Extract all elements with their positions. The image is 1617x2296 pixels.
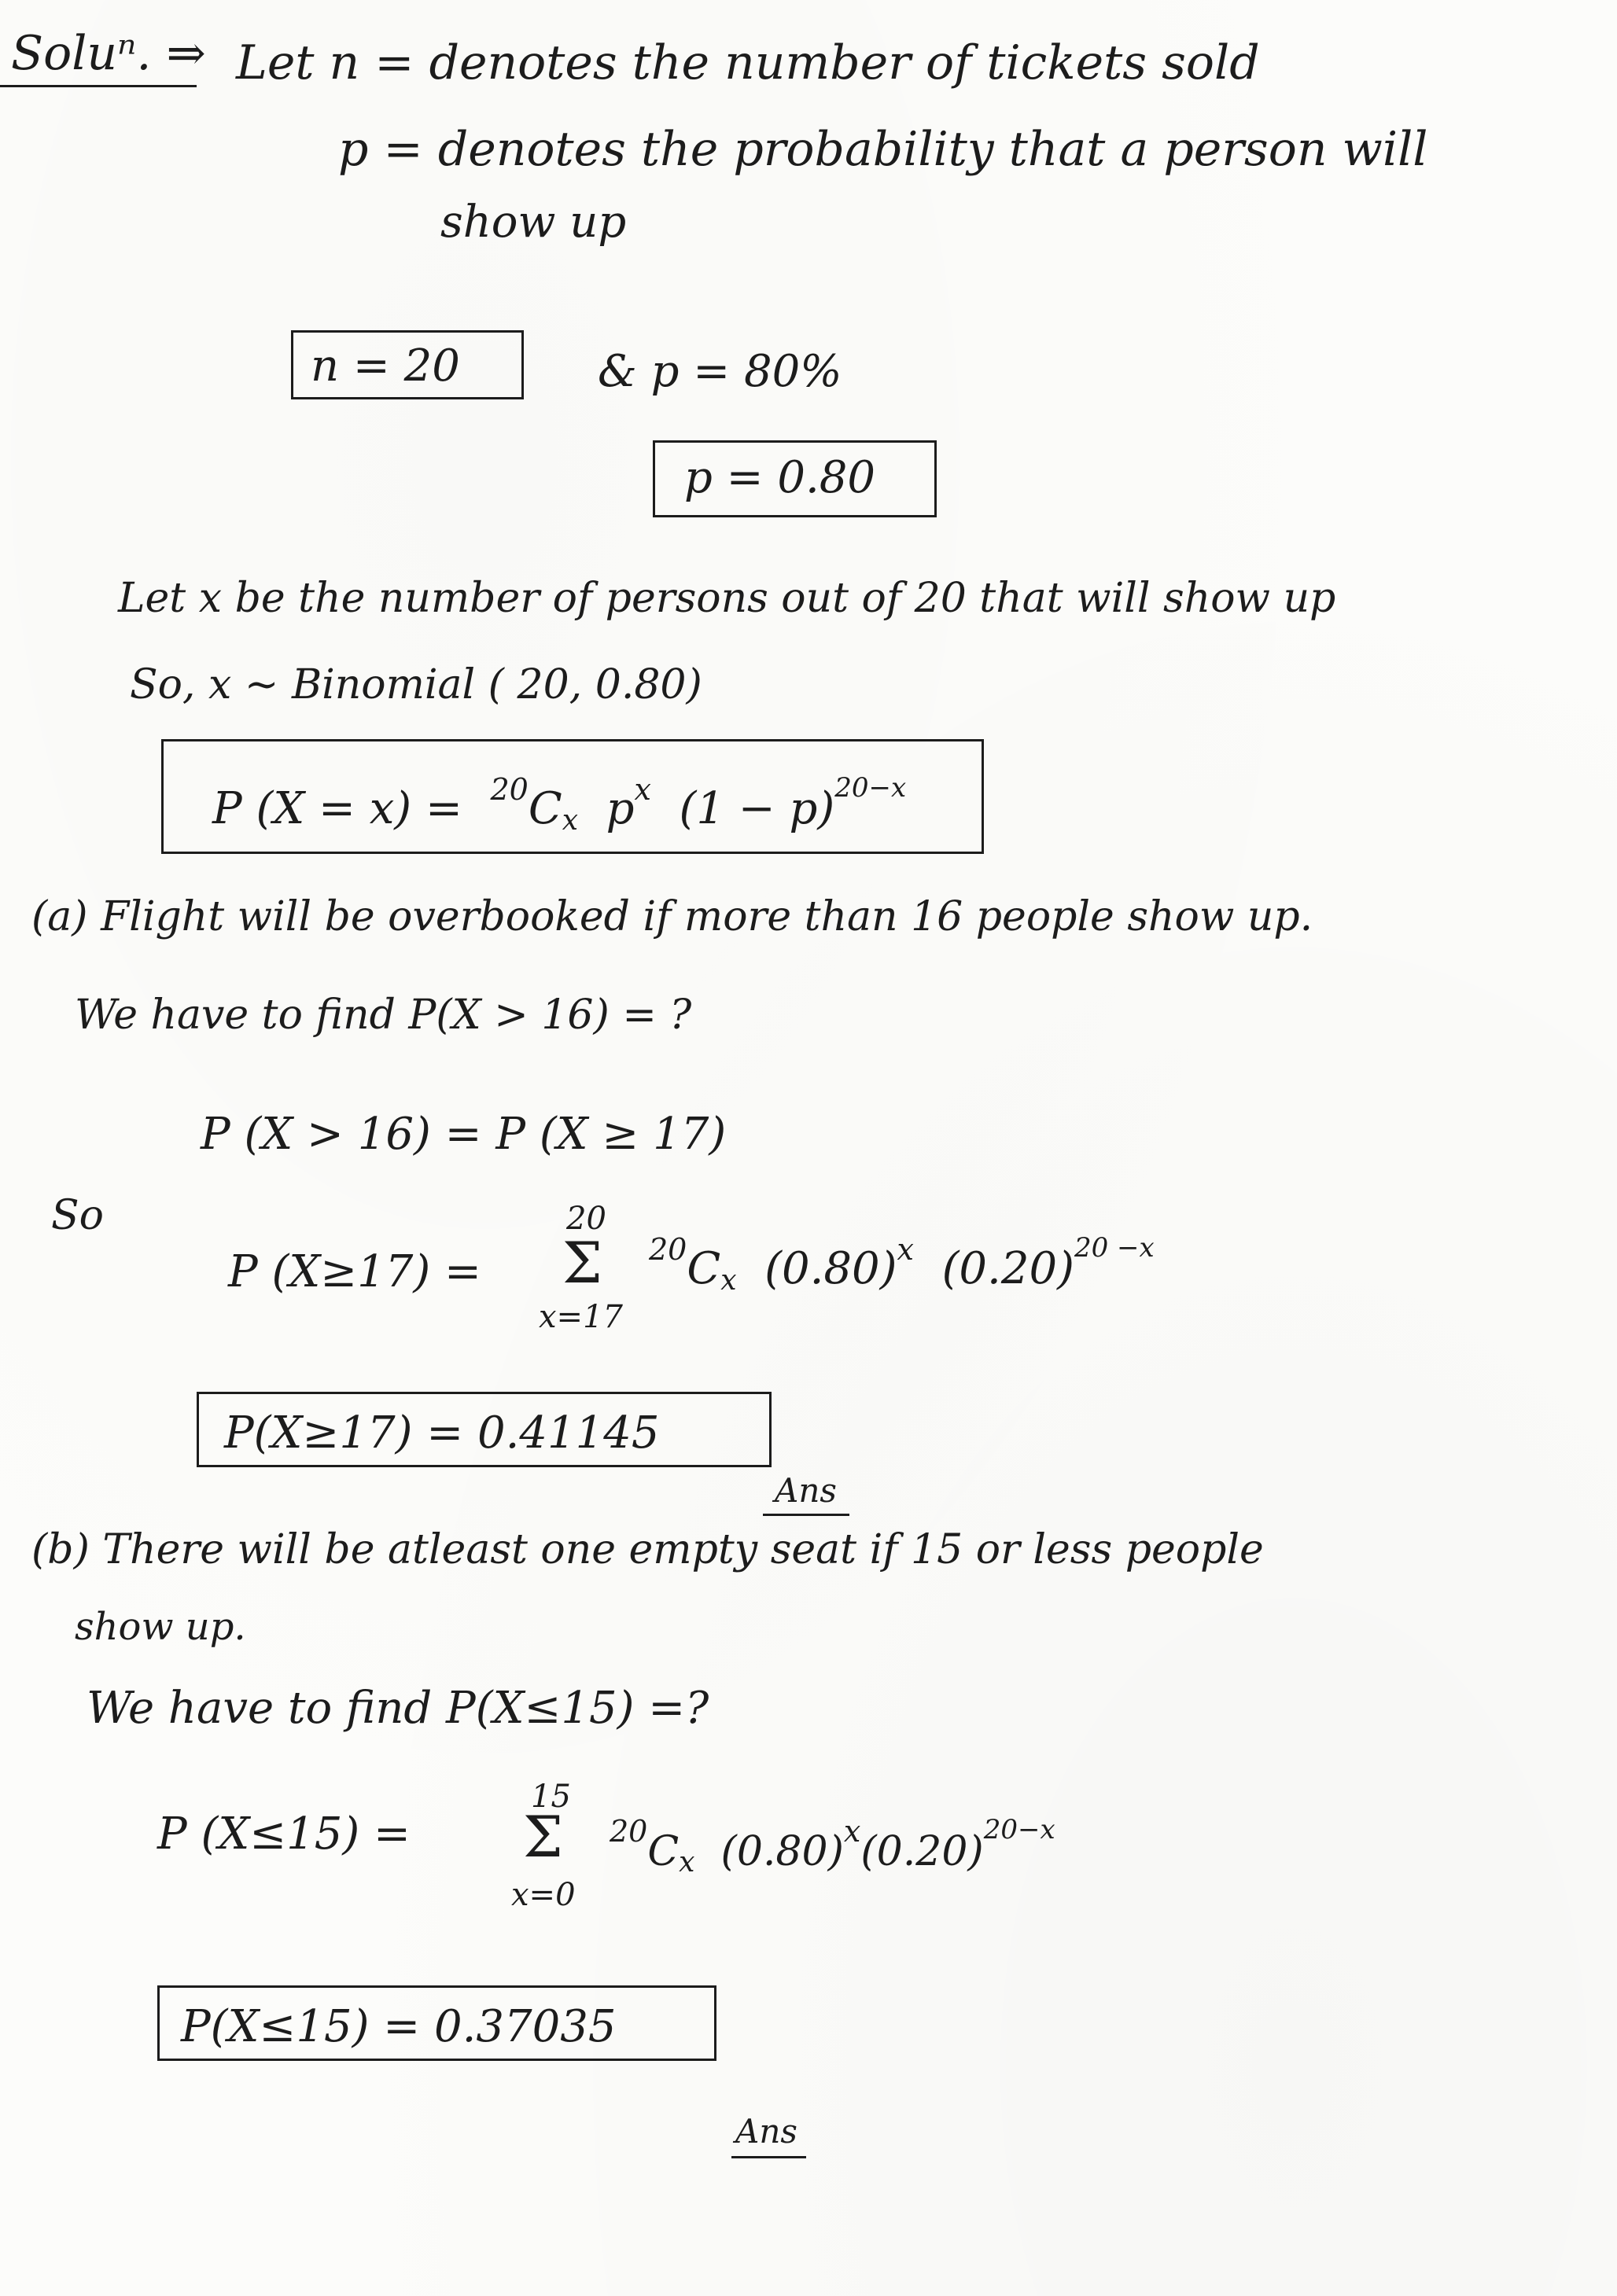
pmf-paren: (1 − p) (679, 783, 835, 834)
part-b-sum-term (610, 1816, 1055, 1877)
part-b-ans-underline (731, 2156, 806, 2158)
part-b-answer: P(X≤15) = 0.37035 (181, 2001, 617, 2052)
part-a-statement: (a) Flight will be overbooked if more than 16 people show up. (31, 893, 1313, 940)
part-a-eq1: P (X > 16) = P (X ≥ 17) (201, 1109, 727, 1160)
part-b-sum-c: C (647, 1828, 680, 1875)
part-a-so: So (51, 1192, 104, 1239)
part-a-sum-n: 20 (649, 1232, 687, 1267)
part-b-sum-x: x (679, 1846, 695, 1878)
part-a-sum-c: C (687, 1243, 721, 1294)
part-a-sum-a: (0.80) (764, 1243, 897, 1294)
pmf-left: P (X = x) = (212, 783, 462, 834)
pmf-sup: 20−x (834, 772, 907, 804)
solution-underline (0, 85, 197, 87)
part-a-sum-bottom: x=17 (539, 1299, 623, 1335)
part-a-sum-a-sup: x (897, 1232, 914, 1267)
part-b-sum-a-sup: x (843, 1814, 861, 1849)
part-a-sum-top: 20 (566, 1201, 606, 1237)
binomial-statement: So, x ~ Binomial ( 20, 0.80) (130, 661, 702, 708)
part-b-sum-a: (0.80) (720, 1828, 844, 1875)
part-a-answer: P(X≥17) = 0.41145 (224, 1407, 660, 1459)
part-a-sum-left: P (X≥17) = (228, 1246, 481, 1297)
part-a-find: We have to find P(X > 16) = ? (75, 992, 692, 1039)
part-a-ans: Ans (775, 1471, 837, 1510)
part-a-sum-b: (0.20) (941, 1243, 1074, 1294)
random-variable-def: Let x be the number of persons out of 20 that will show up (118, 575, 1336, 622)
definition-n: Let n = denotes the number of tickets sold (236, 35, 1260, 90)
part-a-sum-b-sup: 20 −x (1074, 1232, 1155, 1264)
pmf-x: x (562, 804, 579, 837)
part-a-sum-term (649, 1234, 1155, 1295)
pmf-n: 20 (490, 772, 529, 807)
pmf-formula (212, 772, 907, 837)
part-b-statement: (b) There will be atleast one empty seat if 15 or less people (31, 1526, 1264, 1573)
solution-label: Soluⁿ. ⇒ (11, 26, 206, 81)
part-b-sum-b: (0.20) (860, 1828, 984, 1875)
part-a-sigma: Σ (562, 1230, 602, 1296)
pmf-p: p (606, 783, 635, 834)
p-value: p = 0.80 (684, 452, 876, 503)
definition-p: p = denotes the probability that a person will (338, 122, 1428, 177)
part-a-ans-underline (763, 1514, 849, 1516)
part-b-sum-n: 20 (610, 1814, 648, 1849)
pmf-sup-x: x (634, 772, 651, 807)
part-b-sum-top: 15 (531, 1779, 571, 1815)
n-value: n = 20 (311, 340, 460, 392)
part-b-sum-bottom: x=0 (511, 1877, 576, 1913)
part-b-ans: Ans (735, 2112, 797, 2151)
part-b-statement-cont: show up. (75, 1605, 246, 1649)
part-a-sum-x: x (720, 1264, 737, 1297)
part-b-sum-left: P (X≤15) = (157, 1808, 411, 1860)
part-b-sigma: Σ (523, 1804, 563, 1870)
definition-p-cont: show up (440, 197, 627, 248)
part-b-sum-b-sup: 20−x (983, 1814, 1055, 1845)
part-b-find: We have to find P(X≤15) =? (87, 1683, 709, 1734)
p-percent: & p = 80% (598, 346, 842, 397)
pmf-c: C (528, 783, 562, 834)
